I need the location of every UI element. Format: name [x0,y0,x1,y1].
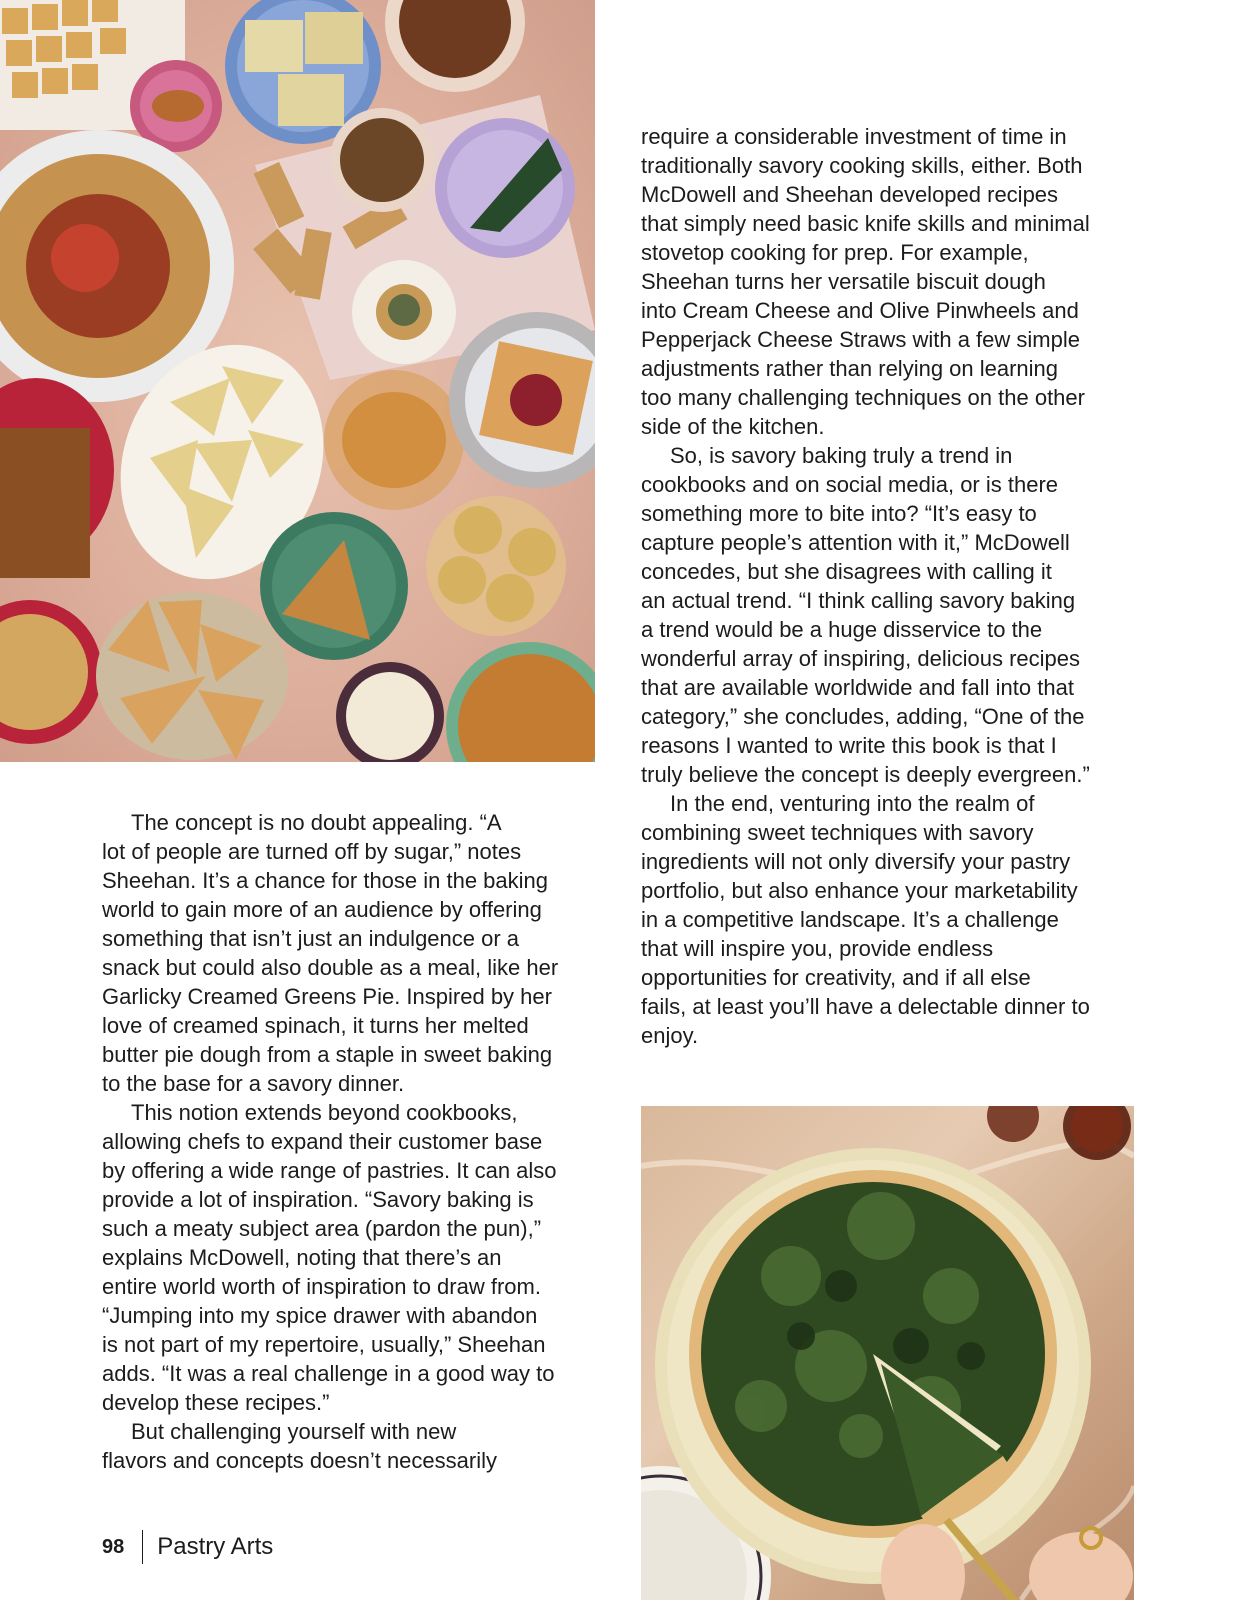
text-line: combining sweet techniques with savory [641,820,1034,845]
text-line: butter pie dough from a staple in sweet baking [102,1042,553,1067]
savory-pastry-spread-illustration [0,0,595,762]
page-number: 98 [102,1535,125,1558]
text-line: flavors and concepts doesn’t necessarily [102,1448,497,1473]
text-line: Garlicky Creamed Greens Pie. Inspired by her [102,984,552,1009]
page-footer [102,1530,273,1564]
text-line: allowing chefs to expand their customer base [102,1129,543,1154]
text-line: capture people’s attention with it,” McDowell [641,530,1070,555]
text-line: enjoy. [641,1023,699,1048]
text-line: a trend would be a huge disservice to the [641,617,1043,642]
text-line: by offering a wide range of pastries. It can also [102,1158,557,1183]
text-line: cookbooks and on social media, or is there [641,472,1059,497]
text-line: explains McDowell, noting that there’s an [102,1245,502,1270]
text-line: in a competitive landscape. It’s a challenge [641,907,1059,932]
magazine-name: Pastry Arts [157,1533,274,1560]
text-line: “Jumping into my spice drawer with abandon [102,1303,538,1328]
text-line: to the base for a savory dinner. [102,1071,405,1096]
text-line: category,” she concludes, adding, “One of the [641,704,1085,729]
text-line: portfolio, but also enhance your marketability [641,878,1078,903]
text-line: Sheehan. It’s a chance for those in the baking [102,868,549,893]
footer-divider [142,1530,143,1564]
text-line: side of the kitchen. [641,414,825,439]
text-line: The concept is no doubt appealing. “A [131,810,502,835]
text-line: This notion extends beyond cookbooks, [131,1100,518,1125]
text-line: reasons I wanted to write this book is that I [641,733,1057,758]
paragraph [102,1098,602,1417]
text-line: snack but could also double as a meal, like her [102,955,559,980]
paragraph [641,441,1141,789]
greens-pie-photo [641,1106,1134,1600]
text-line: opportunities for creativity, and if all else [641,965,1031,990]
paragraph [641,789,1141,1050]
text-line: require a considerable investment of time in [641,124,1067,149]
text-line: entire world worth of inspiration to draw from. [102,1274,541,1299]
text-line: an actual trend. “I think calling savory baking [641,588,1076,613]
text-line: McDowell and Sheehan developed recipes [641,182,1059,207]
paragraph [102,1417,602,1475]
text-line: provide a lot of inspiration. “Savory baking is [102,1187,534,1212]
text-line: Sheehan turns her versatile biscuit dough [641,269,1046,294]
paragraph [102,808,602,1098]
text-line: truly believe the concept is deeply evergreen.” [641,762,1090,787]
text-line: ingredients will not only diversify your pastry [641,849,1071,874]
text-line: too many challenging techniques on the other [641,385,1085,410]
paragraph [641,122,1141,441]
text-line: is not part of my repertoire, usually,” Sheehan [102,1332,546,1357]
text-line: So, is savory baking truly a trend in [670,443,1013,468]
text-line: concedes, but she disagrees with calling it [641,559,1052,584]
text-line: But challenging yourself with new [131,1419,457,1444]
text-line: develop these recipes.” [102,1390,330,1415]
text-line: In the end, venturing into the realm of [670,791,1035,816]
text-line: love of creamed spinach, it turns her melted [102,1013,529,1038]
text-line: wonderful array of inspiring, delicious recipes [641,646,1080,671]
text-line: world to gain more of an audience by offering [102,897,542,922]
text-line: stovetop cooking for prep. For example, [641,240,1029,265]
savory-spread-photo [0,0,595,762]
text-line: fails, at least you’ll have a delectable dinner to [641,994,1090,1019]
text-line: into Cream Cheese and Olive Pinwheels and [641,298,1079,323]
text-line: traditionally savory cooking skills, either. Both [641,153,1083,178]
text-line: such a meaty subject area (pardon the pun),” [102,1216,542,1241]
text-line: Pepperjack Cheese Straws with a few simple [641,327,1080,352]
text-line: that will inspire you, provide endless [641,936,994,961]
right-column [641,122,1141,1050]
text-line: lot of people are turned off by sugar,” notes [102,839,522,864]
text-line: something more to bite into? “It’s easy to [641,501,1037,526]
text-line: adjustments rather than relying on learning [641,356,1059,381]
text-line: that are available worldwide and fall into that [641,675,1074,700]
greens-pie-illustration [641,1106,1134,1600]
text-line: something that isn’t just an indulgence or a [102,926,520,951]
left-column [102,808,602,1475]
text-line: adds. “It was a real challenge in a good way to [102,1361,555,1386]
text-line: that simply need basic knife skills and minimal [641,211,1090,236]
